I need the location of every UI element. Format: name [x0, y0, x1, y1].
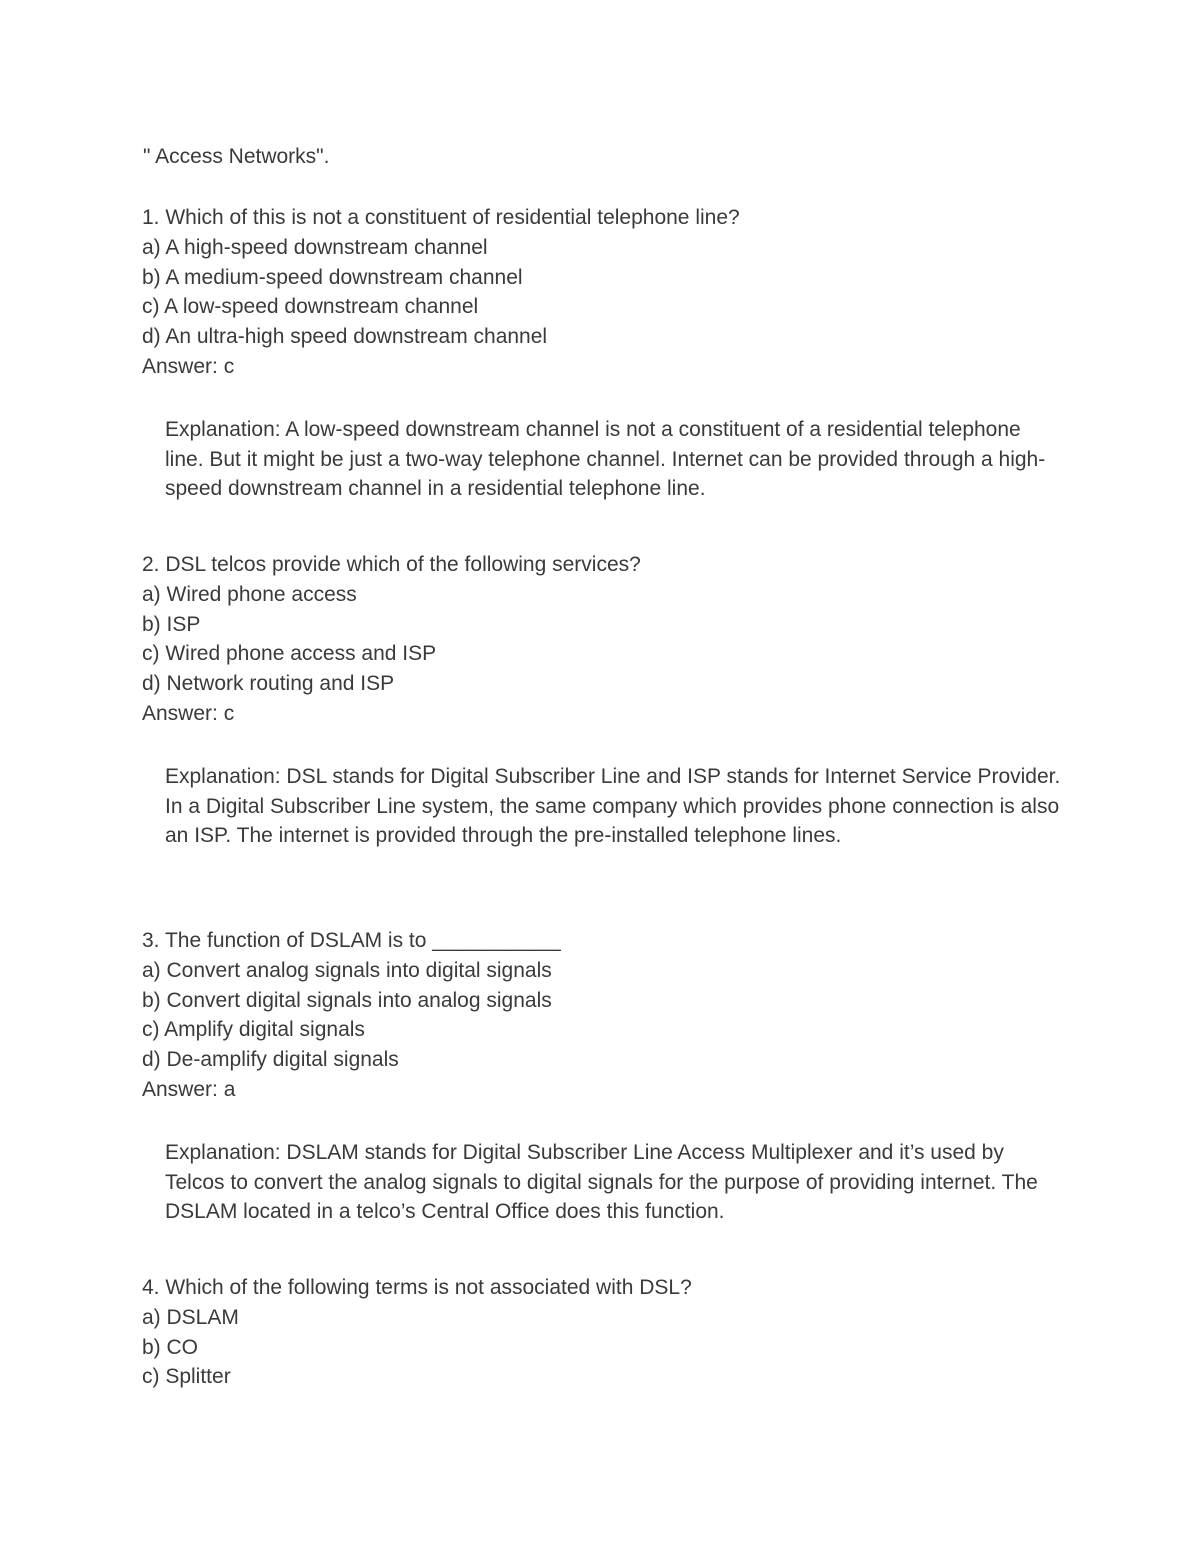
option-b: b) ISP	[142, 612, 201, 636]
explanation-text: Explanation: A low-speed downstream channel is not a constituent of a residential telephone line. But it might be just a two-way telephone channel. Internet can be provided through a high-speed downstream channel in a residential telephone line.	[165, 417, 1046, 501]
option-c: c) A low-speed downstream channel	[142, 295, 479, 319]
option-d: d) Network routing and ISP	[142, 672, 395, 696]
question-block	[142, 926, 1102, 1227]
question-text: 3. The function of DSLAM is to ___________	[142, 929, 561, 952]
option-a: a) A high-speed downstream channel	[142, 235, 488, 259]
document-title: " Access Networks".	[143, 145, 330, 168]
option-b: b) Convert digital signals into analog signals	[142, 988, 552, 1012]
option-b: b) A medium-speed downstream channel	[142, 265, 523, 289]
explanation-text: Explanation: DSL stands for Digital Subscriber Line and ISP stands for Internet Service Provider. In a Digital Subscriber Line system, the same company which provides phone connection is also an ISP. The internet is provided through the pre-installed telephone lines.	[165, 764, 1061, 848]
option-c: c) Wired phone access and ISP	[142, 642, 437, 666]
option-d: d) An ultra-high speed downstream channel	[142, 325, 548, 349]
explanation-text: Explanation: DSLAM stands for Digital Subscriber Line Access Multiplexer and it’s used by Telcos to convert the analog signals to digital signals for the purpose of providing internet. The DSLAM located in a telco’s Central Office does this function.	[165, 1140, 1038, 1224]
answer-text: Answer: c	[142, 701, 235, 725]
question-block	[142, 203, 1102, 504]
answer-text: Answer: c	[142, 354, 235, 378]
option-a: a) Wired phone access	[142, 582, 357, 606]
answer-text: Answer: a	[142, 1077, 236, 1101]
option-b: b) CO	[142, 1335, 199, 1359]
question-block	[142, 550, 1102, 851]
question-text: 4. Which of the following terms is not associated with DSL?	[142, 1276, 692, 1299]
question-text: 1. Which of this is not a constituent of residential telephone line?	[142, 206, 740, 229]
option-c: c) Amplify digital signals	[142, 1018, 365, 1042]
option-c: c) Splitter	[142, 1365, 231, 1389]
option-a: a) DSLAM	[142, 1305, 239, 1329]
question-block	[142, 1273, 1102, 1392]
question-text: 2. DSL telcos provide which of the following services?	[142, 553, 641, 576]
option-a: a) Convert analog signals into digital signals	[142, 958, 552, 982]
option-d: d) De-amplify digital signals	[142, 1048, 399, 1072]
